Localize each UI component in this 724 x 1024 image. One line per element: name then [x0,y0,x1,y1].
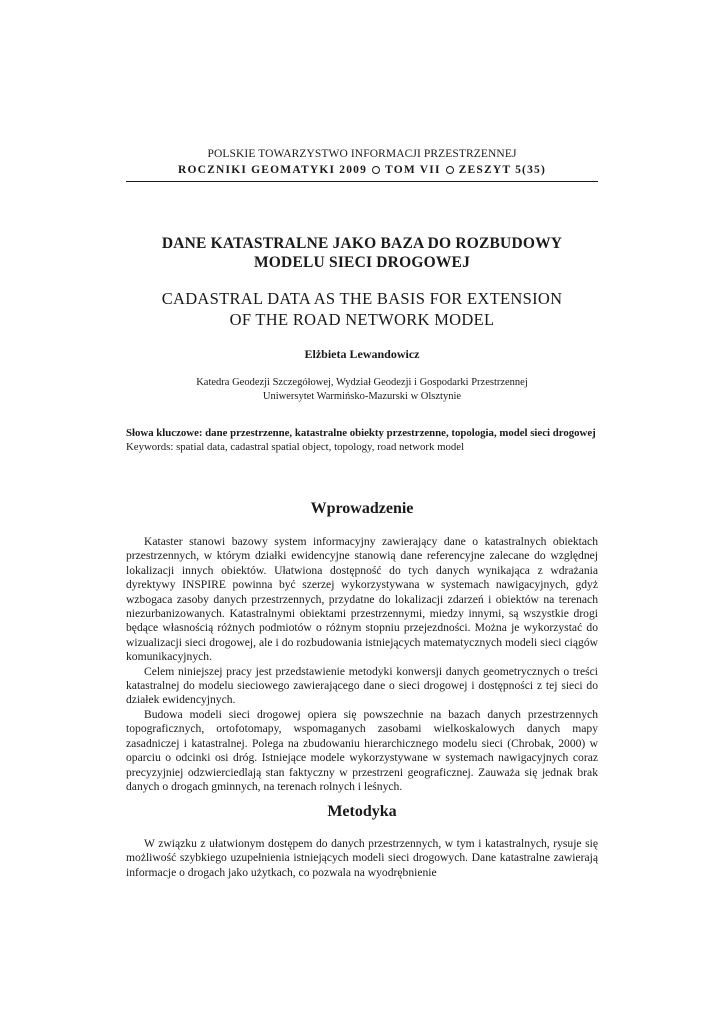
keywords-block [126,427,598,454]
paragraph: Budowa modeli sieci drogowej opiera się powszechnie na bazach danych przestrzennych topograficznych, ortofotomapy, wspomaganych zasobami wielkoskalowych danych mapy zasadniczej i katastralnej. Polega na zbudowaniu hierarchicznego modelu sieci (Chrobak, 2000) w oparciu o odcinki osi dróg. Istniejące modele wykorzystywane w systemach nawigacyjnych coraz precyzyjniej odzwierciedlają stan faktyczny w przestrzeni geograficznej. Zauważa się jednak brak danych o drogach gminnych, na terenach rolnych i leśnych. [126,707,598,793]
title-polish-line: MODELU SIECI DROGOWEJ [253,254,471,271]
society-header: POLSKIE TOWARZYSTWO INFORMACJI PRZESTRZENNEJ [207,148,517,160]
affiliation-line: Katedra Geodezji Szczegółowej, Wydział Geodezji i Gospodarki Przestrzennej [196,377,528,388]
author-name: Elżbieta Lewandowicz [304,347,420,361]
paragraph: W związku z ułatwionym dostępem do danych przestrzennych, w tym i katastralnych, rysuje się możliwość szybkiego uzupełnienia istniejących modeli sieci drogowych. Dane katastralne zawierają informacje o drogach jako użytkach, co pozwala na wyodrębnienie [126,837,598,879]
section-body-methodology [126,837,598,880]
section-body-introduction [126,535,598,794]
header-rule [126,181,598,182]
section-heading-methodology: Metodyka [327,803,397,820]
affiliation [126,376,598,404]
affiliation-line: Uniwersytet Warmińsko-Mazurski w Olsztynie [262,391,462,402]
circle-separator-icon [446,166,454,174]
paragraph: Celem niniejszej pracy jest przedstawienie metodyki konwersji danych geometrycznych o treści katastralnej do modelu sieciowego zawierającego dane o sieci drogowej i dostępności z tej sieci do działek ewidencyjnych. [126,664,598,707]
keywords-english: Keywords: spatial data, cadastral spatial object, topology, road network model [126,440,465,453]
title-polish-line: DANE KATASTRALNE JAKO BAZA DO ROZBUDOWY [161,235,563,252]
title-polish [126,234,598,272]
title-english [126,288,598,330]
title-english-line: CADASTRAL DATA AS THE BASIS FOR EXTENSION [161,289,563,308]
keywords-polish: Słowa kluczowe: dane przestrzenne, katastralne obiekty przestrzenne, topologia, model sieci drogowej [126,427,596,439]
paragraph: Kataster stanowi bazowy system informacyjny zawierający dane o katastralnych obiektach przestrzennych, w którym działki ewidencyjne stanowią dane referencyjne zalecane do względnej lokalizacji innych obiektów. Ułatwiona dostępność do tych danych wynikająca z wdrażania dyrektywy INSPIRE powinna być szerzej wykorzystywana w systemach nawigacyjnych, gdyż wzbogaca zasoby danych przestrzennych, przydatne do lokalizacji zdarzeń i obiektów na terenach niezurbanizowanych. Katastralnymi obiektami przestrzennymi, miedzy innymi, są wszystkie drogi będące własnością różnych podmiotów o różnym stopniu przejezdności. Można je wykorzystać do wizualizacji sieci drogowej, ale i do rozbudowania istniejących matematycznych modeli sieci ciągów komunikacyjnych. [126,535,598,664]
journal-issue: ZESZYT 5(35) [458,164,546,176]
circle-separator-icon [372,166,380,174]
section-heading-introduction: Wprowadzenie [310,500,414,517]
journal-volume: TOM VII [385,164,441,176]
journal-name: ROCZNIKI GEOMATYKI 2009 [178,164,368,176]
title-english-line: OF THE ROAD NETWORK MODEL [229,310,495,329]
journal-header [126,164,598,176]
